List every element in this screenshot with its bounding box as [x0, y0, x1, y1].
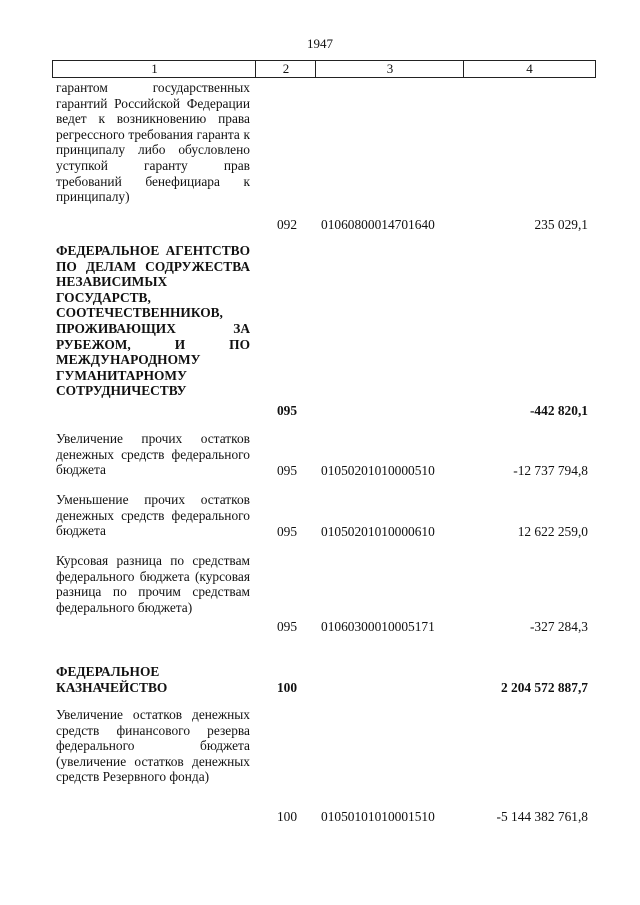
row-description: гарантом государственных гарантий Российской Федерации ведет к возникновению права регрессного требования гаранта к принципалу либо обусловлено уступкой гаранту прав требований бенефициара к принципалу): [56, 80, 250, 205]
row-description: ФЕДЕРАЛЬНОЕ КАЗНАЧЕЙСТВО: [56, 664, 168, 695]
row-code: 100: [276, 809, 298, 824]
row-amount: -12 737 794,8: [513, 463, 588, 478]
row-kbk: 01060800014701640: [321, 217, 435, 232]
row-amount: -327 284,3: [529, 619, 588, 634]
table-row: [0, 431, 640, 481]
table-row: [0, 553, 640, 638]
row-amount: 12 622 259,0: [517, 524, 588, 539]
table-row: [0, 243, 640, 423]
row-description: Увеличение прочих остатков денежных средств федерального бюджета: [56, 431, 250, 478]
row-code: 095: [276, 463, 298, 478]
row-kbk: 01060300010005171: [321, 619, 435, 634]
column-header-4: 4: [463, 61, 596, 77]
table-row: [0, 664, 640, 700]
row-description: Уменьшение прочих остатков денежных средств федерального бюджета: [56, 492, 250, 539]
row-kbk: 01050201010000510: [321, 463, 435, 478]
row-amount: 2 204 572 887,7: [500, 680, 588, 695]
row-amount: -5 144 382 761,8: [496, 809, 588, 824]
page-number: 1947: [307, 36, 333, 51]
table-row: [0, 492, 640, 542]
row-amount: 235 029,1: [534, 217, 588, 232]
row-code: 095: [276, 403, 298, 418]
row-code: 092: [276, 217, 298, 232]
row-code: 095: [276, 524, 298, 539]
column-header-3: 3: [315, 61, 464, 77]
row-kbk: 01050101010001510: [321, 809, 435, 824]
row-kbk: 01050201010000610: [321, 524, 435, 539]
column-header-2: 2: [255, 61, 316, 77]
table-header: [52, 60, 596, 78]
row-code: 100: [276, 680, 298, 695]
table-row: [0, 80, 640, 240]
row-description: ФЕДЕРАЛЬНОЕ АГЕНТСТВО ПО ДЕЛАМ СОДРУЖЕСТВА НЕЗАВИСИМЫХ ГОСУДАРСТВ, СООТЕЧЕСТВЕННИКОВ, ПРОЖИВАЮЩИХ ЗА РУБЕЖОМ, И ПО МЕЖДУНАРОДНОМУ ГУМАНИТАРНОМУ СОТРУДНИЧЕСТВУ: [56, 243, 250, 399]
column-header-1: 1: [52, 61, 256, 77]
row-description: Курсовая разница по средствам федерального бюджета (курсовая разница по прочим средствам федерального бюджета): [56, 553, 250, 615]
row-amount: -442 820,1: [529, 403, 588, 418]
row-code: 095: [276, 619, 298, 634]
row-description: Увеличение остатков денежных средств финансового резерва федерального бюджета (увеличение остатков денежных средств Резервного фонда): [56, 707, 250, 785]
table-row: [0, 707, 640, 827]
